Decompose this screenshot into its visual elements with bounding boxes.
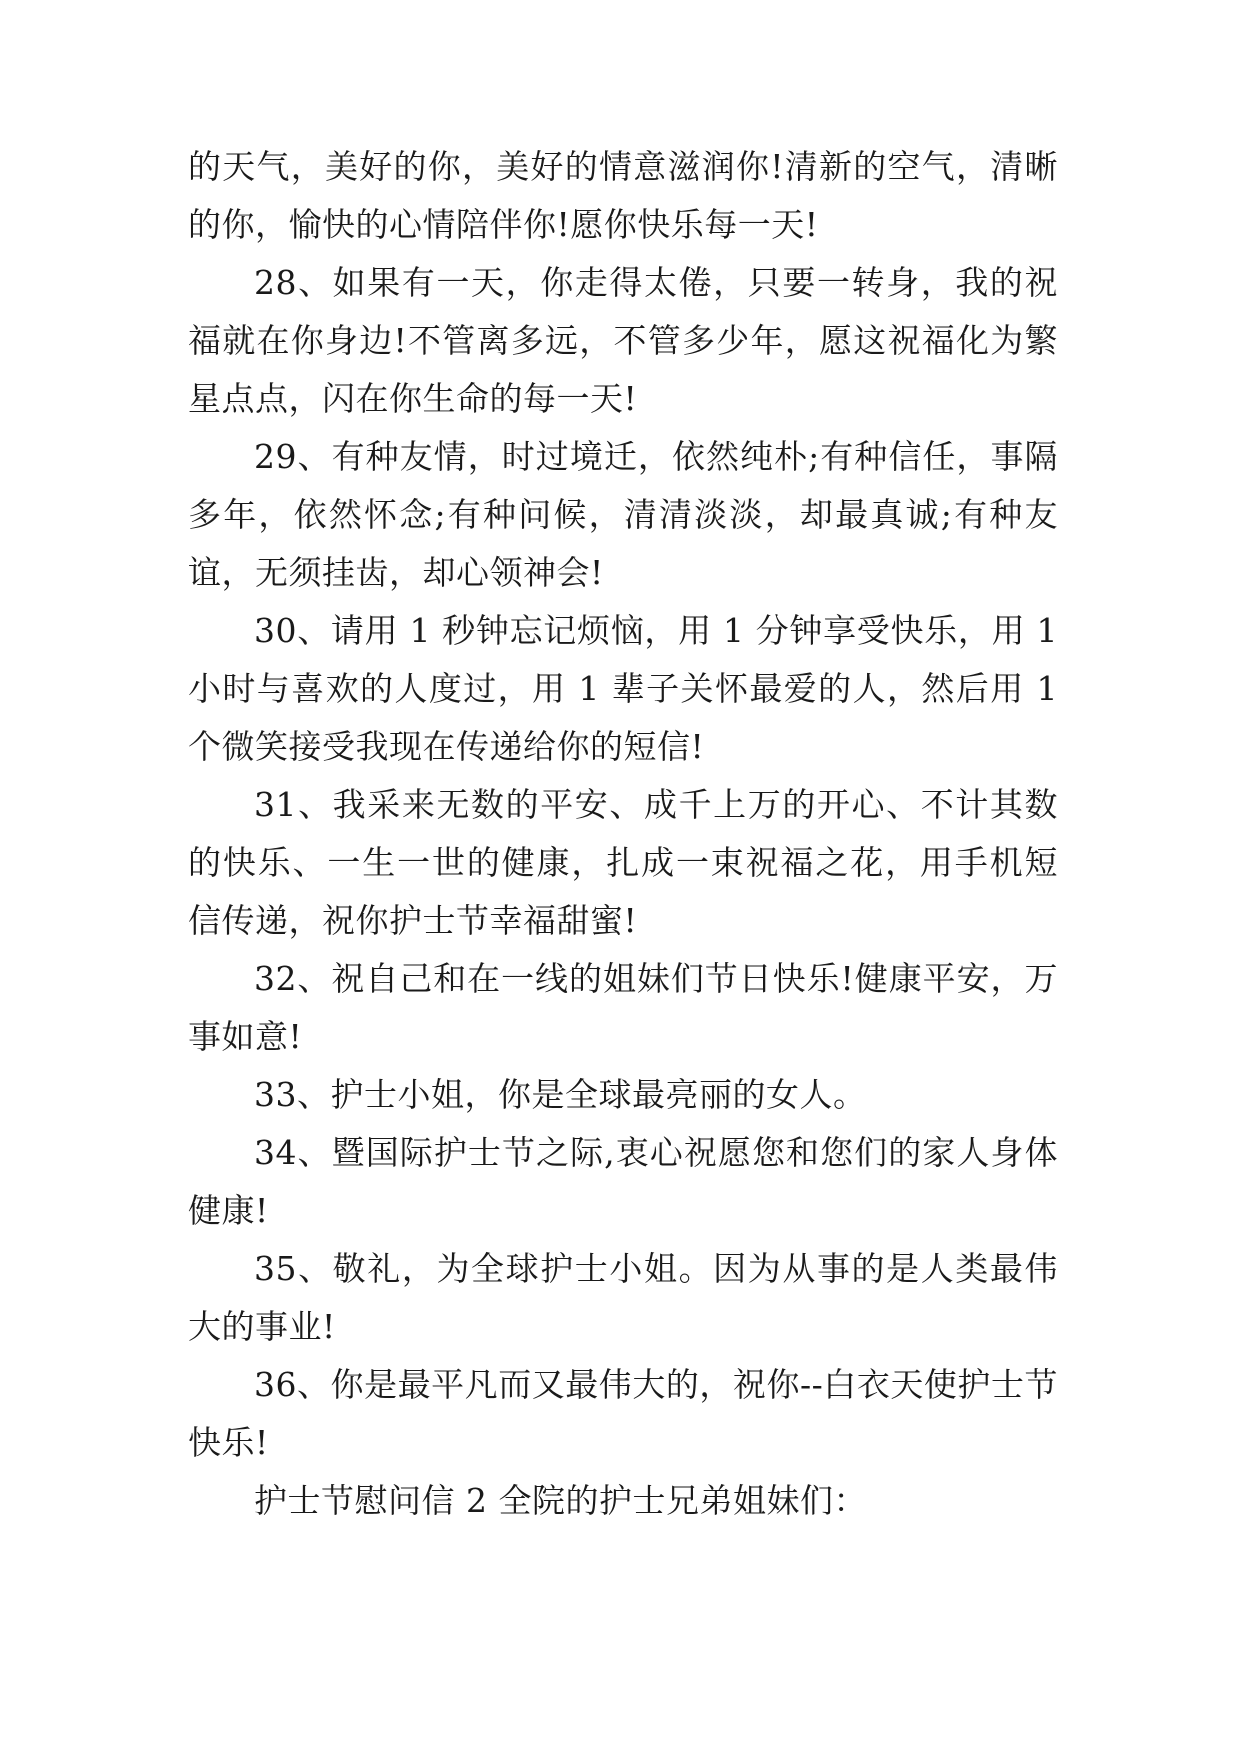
paragraph-continuation: 的天气，美好的你，美好的情意滋润你!清新的空气，清晰的你，愉快的心情陪伴你!愿你快乐每一天! <box>188 147 1058 244</box>
paragraph-item-36: 36、你是最平凡而又最伟大的，祝你--白衣天使护士节快乐! <box>188 1365 1058 1462</box>
paragraph-item-34: 34、暨国际护士节之际,衷心祝愿您和您们的家人身体健康! <box>188 1133 1058 1230</box>
paragraph-item-33: 33、护士小姐，你是全球最亮丽的女人。 <box>254 1075 867 1114</box>
document-body <box>188 138 1058 1530</box>
letter-heading: 护士节慰问信 2 全院的护士兄弟姐妹们： <box>254 1481 867 1520</box>
paragraph-item-28: 28、如果有一天，你走得太倦，只要一转身，我的祝福就在你身边!不管离多远，不管多少年，愿这祝福化为繁星点点，闪在你生命的每一天! <box>188 263 1058 418</box>
paragraph-item-35: 35、敬礼，为全球护士小姐。因为从事的是人类最伟大的事业! <box>188 1249 1058 1346</box>
paragraph-item-31: 31、我采来无数的平安、成千上万的开心、不计其数的快乐、一生一世的健康，扎成一束祝福之花，用手机短信传递，祝你护士节幸福甜蜜! <box>188 785 1058 940</box>
paragraph-item-32: 32、祝自己和在一线的姐妹们节日快乐!健康平安，万事如意! <box>188 959 1058 1056</box>
paragraph-item-29: 29、有种友情，时过境迁，依然纯朴;有种信任，事隔多年，依然怀念;有种问候，清清淡淡，却最真诚;有种友谊，无须挂齿，却心领神会! <box>188 437 1058 592</box>
paragraph-item-30: 30、请用 1 秒钟忘记烦恼，用 1 分钟享受快乐，用 1 小时与喜欢的人度过，用 1 辈子关怀最爱的人，然后用 1 个微笑接受我现在传递给你的短信! <box>188 611 1058 766</box>
